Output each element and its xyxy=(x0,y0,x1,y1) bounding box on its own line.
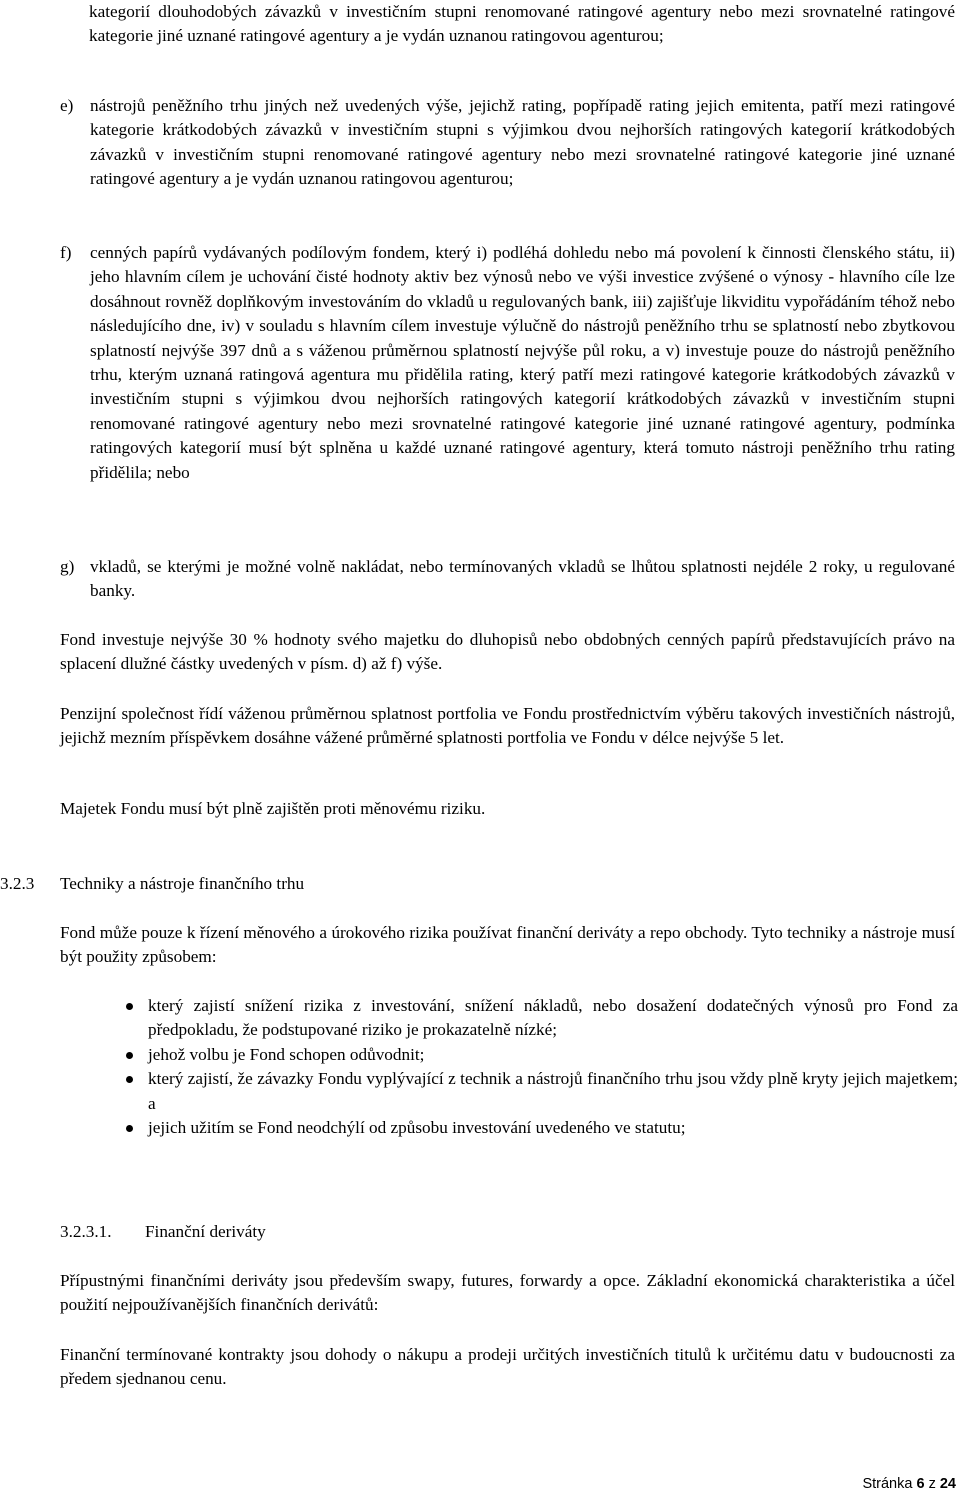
list-item-label: e) xyxy=(60,96,74,115)
footer-prefix: Stránka xyxy=(862,1476,913,1492)
page-footer xyxy=(862,1476,956,1492)
section-number: 3.2.3 xyxy=(0,874,35,893)
list-item-label: g) xyxy=(60,557,75,576)
bullet-list xyxy=(124,994,958,1140)
list-item: jehož volbu je Fond schopen odůvodnit; xyxy=(124,1043,958,1067)
bullet-icon xyxy=(126,1076,133,1083)
list-item-label: f) xyxy=(60,243,72,262)
footer-page-number: 6 xyxy=(916,1476,925,1492)
paragraph-penzijni: Penzijní společnost řídí váženou průměrnou splatnost portfolia ve Fondu prostřednictvím výběru takových investičních nástrojů, jejichž mezním příspěvkem dosáhne vážené průměrné splatnosti portfolia ve Fondu v délce nejvýše 5 let. xyxy=(60,704,955,748)
bullet-icon xyxy=(126,1052,133,1059)
list-item-text: cenných papírů vydávaných podílovým fondem, který i) podléhá dohledu nebo má povolení k činnosti členského státu, ii) jeho hlavním cílem je uchování čisté hodnoty aktiv bez výnosů nebo ve výši investice zvýšené o výnosy - hlavního cíle lze dosáhnout rovněž doplňkovým investováním do vkladů u regulovaných bank, iii) zajišťuje likviditu vypořádáním téhož nebo následujícího dne, iv) v souladu s hlavním cílem investuje výlučně do nástrojů peněžního trhu se splatností nebo zbytkovou splatností nejvýše 397 dnů a s váženou průměrnou splatností nejvýše půl roku, a v) investuje pouze do nástrojů peněžního trhu, kterým uznaná ratingová agentura mu přidělila rating, který patří mezi ratingové kategorie krátkodobých závazků v investičním stupni s výjimkou dvou nejhorších ratingových kategorií krátkodobých závazků v investičním stupni renomované ratingové agentury nebo mezi srovnatelné ratingové kategorie jiné uznané ratingové agentury, podmínka ratingových kategorií musí být splněna u každé uznané ratingové agentury, která tomuto nástroji peněžního trhu rating přidělila; nebo xyxy=(90,243,955,482)
paragraph-derivaty: Přípustnými finančními deriváty jsou především swapy, futures, forwardy a opce. Základní ekonomická charakteristika a účel použití nejpoužívanějších finančních derivátů: xyxy=(60,1271,955,1315)
paragraph-continuation: kategorií dlouhodobých závazků v investičním stupni renomované ratingové agentury nebo mezi srovnatelné ratingové kategorie jiné uznané ratingové agentury a je vydán uznanou ratingovou agenturou; xyxy=(89,2,955,46)
footer-page-total: 24 xyxy=(939,1476,956,1492)
list-item: jejich užitím se Fond neodchýlí od způsobu investování uvedeného ve statutu; xyxy=(124,1116,958,1140)
paragraph-fond-30: Fond investuje nejvýše 30 % hodnoty svého majetku do dluhopisů nebo obdobných cenných papírů představujících právo na splacení dlužné částky uvedených v písm. d) až f) výše. xyxy=(60,630,955,674)
list-item-text: vkladů, se kterými je možné volně nakládat, nebo termínovaných vkladů se lhůtou splatnosti nejdéle 2 roky, u regulované banky. xyxy=(90,557,955,601)
paragraph-terminovane: Finanční termínované kontrakty jsou dohody o nákupu a prodeji určitých investičních titulů k určitému datu v budoucnosti za předem sjednanou cenu. xyxy=(60,1345,955,1389)
paragraph-majetek: Majetek Fondu musí být plně zajištěn proti měnovému riziku. xyxy=(60,799,486,818)
section-title: Techniky a nástroje finančního trhu xyxy=(60,874,305,893)
paragraph-techniky: Fond může pouze k řízení měnového a úrokového rizika používat finanční deriváty a repo obchody. Tyto techniky a nástroje musí být použity způsobem: xyxy=(60,923,955,967)
section-title: Finanční deriváty xyxy=(145,1222,266,1241)
section-number: 3.2.3.1. xyxy=(60,1222,112,1241)
bullet-icon xyxy=(126,1125,133,1132)
list-item: který zajistí snížení rizika z investování, snížení nákladů, nebo dosažení dodatečných výnosů pro Fond za předpokladu, že podstupované riziko je prokazatelně nízké; xyxy=(124,994,958,1043)
bullet-icon xyxy=(126,1003,133,1010)
footer-separator: z xyxy=(928,1476,936,1492)
list-item: který zajistí, že závazky Fondu vyplývající z technik a nástrojů finančního trhu jsou vždy plně kryty jejich majetkem; a xyxy=(124,1067,958,1116)
list-item-text: nástrojů peněžního trhu jiných než uvedených výše, jejichž rating, popřípadě rating jejich emitenta, patří mezi ratingové kategorie krátkodobých závazků v investičním stupni s výjimkou dvou nejhorších ratingových kategorií krátkodobých závazků v investičním stupni renomované ratingové agentury nebo mezi srovnatelné ratingové kategorie jiné uznané ratingové agentury a je vydán uznanou ratingovou agenturou; xyxy=(90,96,955,189)
